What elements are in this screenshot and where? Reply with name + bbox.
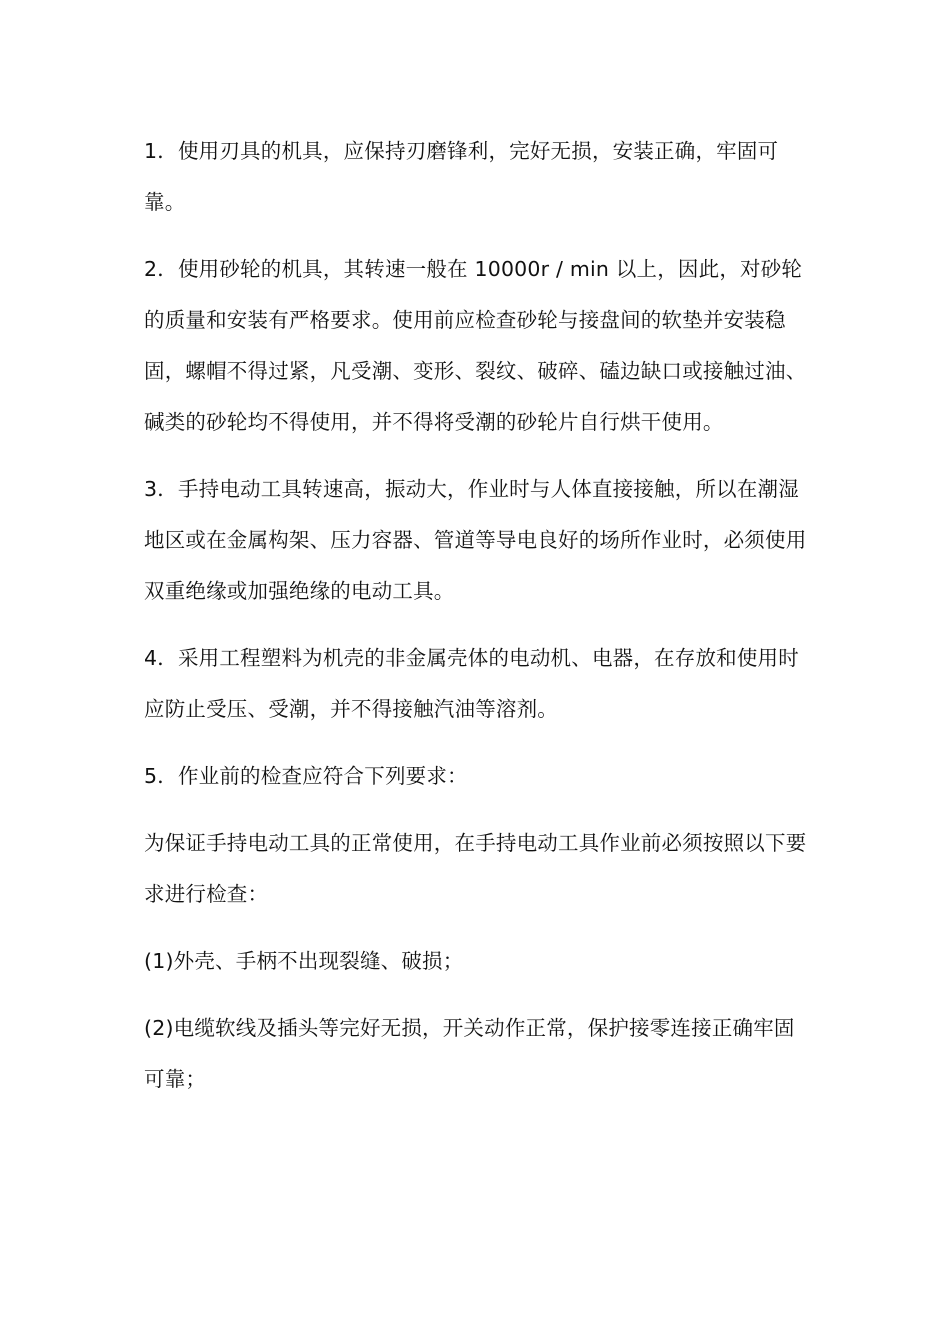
document-body [144,126,810,1121]
paragraph-3: 3．手持电动工具转速高，振动大，作业时与人体直接接触，所以在潮湿地区或在金属构架、压力容器、管道等导电良好的场所作业时，必须使用双重绝缘或加强绝缘的电动工具。 [144,477,807,603]
paragraph-4: 4．采用工程塑料为机壳的非金属壳体的电动机、电器，在存放和使用时应防止受压、受潮，并不得接触汽油等溶剂。 [144,646,799,721]
paragraph-5: 5．作业前的检查应符合下列要求： [144,764,468,788]
paragraph-item-2: (2)电缆软线及插头等完好无损，开关动作正常，保护接零连接正确牢固可靠； [144,1016,795,1091]
paragraph-1: 1．使用刃具的机具，应保持刃磨锋利，完好无损，安装正确，牢固可靠。 [144,139,779,214]
paragraph-intro: 为保证手持电动工具的正常使用，在手持电动工具作业前必须按照以下要求进行检查： [144,831,807,906]
paragraph-item-1: (1)外壳、手柄不出现裂缝、破损； [144,949,464,973]
paragraph-2: 2．使用砂轮的机具，其转速一般在 10000r / min 以上，因此，对砂轮的质量和安装有严格要求。使用前应检查砂轮与接盘间的软垫并安装稳固，螺帽不得过紧，凡受潮、变形、裂纹、破碎、磕边缺口或接触过油、碱类的砂轮均不得使用，并不得将受潮的砂轮片自行烘干使用。 [144,257,807,434]
